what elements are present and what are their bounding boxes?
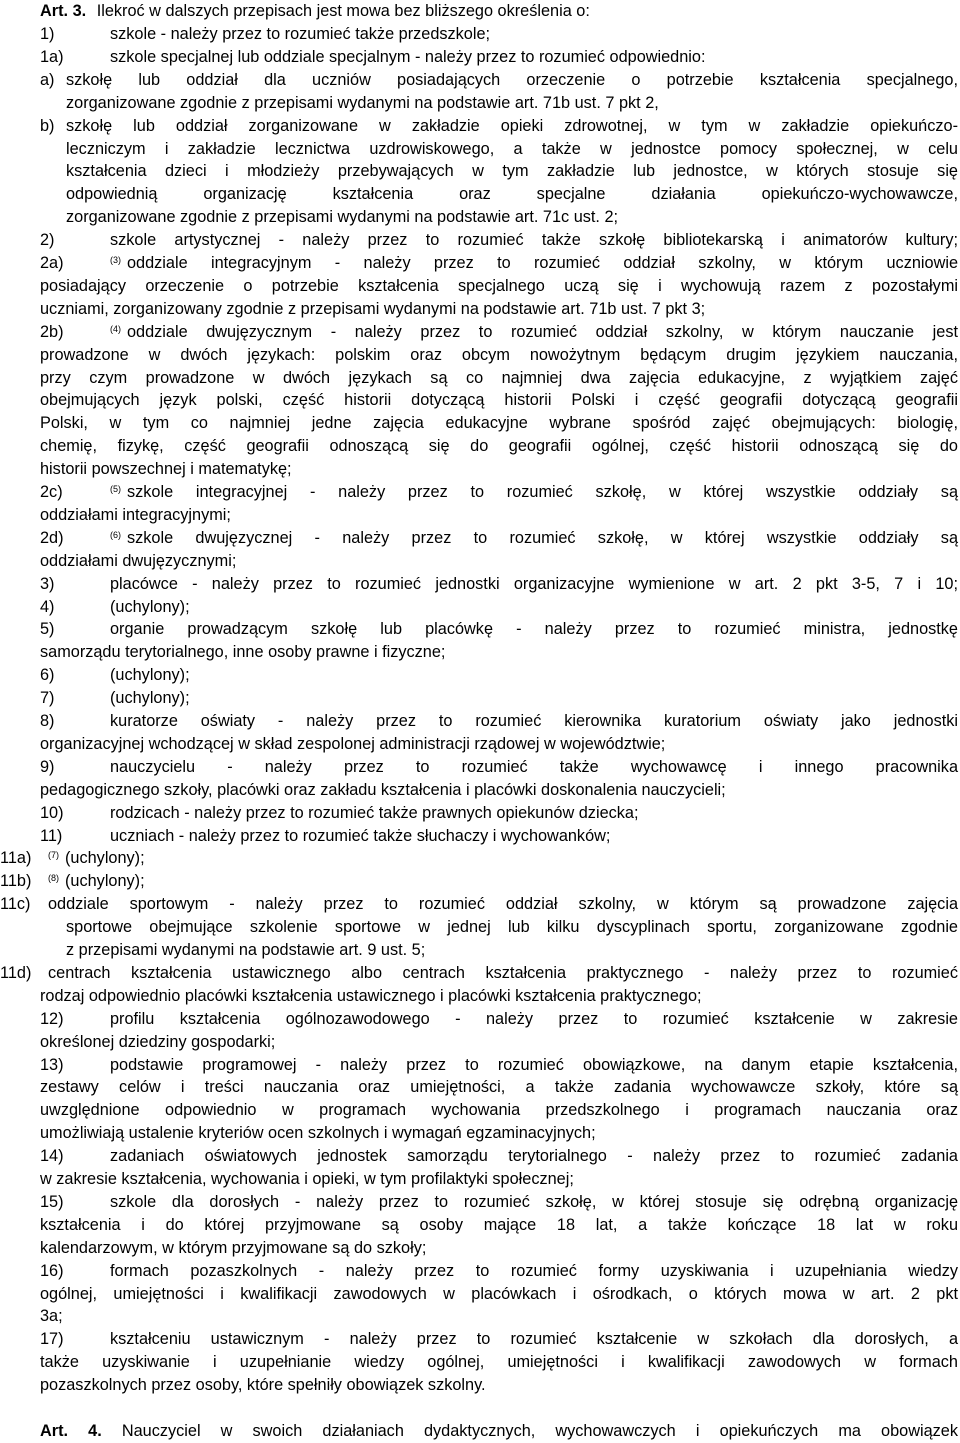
item-a-line xyxy=(66,92,659,115)
item-2b-line xyxy=(40,367,958,390)
footnote-ref: (6) xyxy=(110,529,121,540)
item-15-line xyxy=(40,1214,958,1237)
item-text: rodzaj odpowiednio placówki kształcenia ustawicznego i placówki kształcenia praktycznego; xyxy=(40,986,702,1005)
item-text: (uchylony); xyxy=(110,689,190,708)
item-text: oddziałami integracyjnymi; xyxy=(40,505,231,524)
item-text: kalendarzowym, w którym przyjmowane są do szkoły; xyxy=(40,1238,427,1257)
item-text: prowadzone w dwóch językach: polskim oraz obcym nowożytnym będącym drugim językiem nauczania, xyxy=(40,345,958,364)
item-2b-line xyxy=(40,458,292,481)
item-text: kształcenia dzieci i młodzieży przebywających w tym zakładzie lub jednostce, w których stosuje się xyxy=(66,162,958,181)
item-text: oddziale sportowym - należy przez to rozumieć oddział szkolny, w którym są prowadzone zajęcia xyxy=(48,895,958,914)
item-4-line xyxy=(110,596,190,619)
item-14-line xyxy=(110,1145,958,1168)
item-8-line xyxy=(110,710,958,733)
item-text: Polski, w tym co najmniej jedne zajęcia edukacyjne wybrane spośród zajęć obejmujących: biologię, xyxy=(40,414,958,433)
item-11c-line xyxy=(66,916,958,939)
item-13-line xyxy=(40,1076,958,1099)
item-8-label: 8) xyxy=(40,712,55,730)
item-text: (uchylony); xyxy=(110,597,190,616)
item-b-line xyxy=(66,115,958,138)
item-text: placówce - należy przez to rozumieć jednostki organizacyjne wymienione w art. 2 pkt 3-5, 7 i 10; xyxy=(110,574,958,593)
item-2d-line xyxy=(40,550,236,573)
item-text: zorganizowane zgodnie z przepisami wydanymi na podstawie art. 71b ust. 7 pkt 2, xyxy=(66,93,659,112)
item-text: 3a; xyxy=(40,1307,63,1326)
item-1-label: 1) xyxy=(40,25,55,43)
item-16-label: 16) xyxy=(40,1261,64,1280)
item-text: (uchylony); xyxy=(110,666,190,685)
item-text: uczniach - należy przez to rozumieć także słuchaczy i wychowanków; xyxy=(110,826,611,845)
item-text: oddziałami dwujęzycznymi; xyxy=(40,551,237,570)
item-9-label: 9) xyxy=(40,757,55,776)
item-2-line xyxy=(110,229,958,252)
item-7-label: 7) xyxy=(40,689,55,708)
item-11b-line xyxy=(48,870,145,893)
footnote-ref: (4) xyxy=(110,323,121,334)
item-2a-line xyxy=(40,275,958,298)
item-2b-line xyxy=(40,435,958,458)
item-b-label: b) xyxy=(40,116,55,135)
item-7-line xyxy=(110,687,190,710)
art3-intro: Ilekroć w dalszych przepisach jest mowa bez bliższego określenia o: xyxy=(96,2,590,20)
item-2b-line xyxy=(110,321,958,344)
item-1-line xyxy=(110,23,490,46)
item-11a-line xyxy=(48,847,145,870)
item-text: szkołę lub oddział zorganizowane w zakładzie opieki zdrowotnej, w tym w zakładzie opiekuńczo- xyxy=(66,116,958,135)
item-2c-line xyxy=(40,504,231,527)
item-13-line xyxy=(110,1054,958,1077)
item-12-line xyxy=(40,1031,275,1054)
item-text: szkołę lub oddział dla uczniów posiadających orzeczenie o potrzebie kształcenia specjalnego, xyxy=(66,70,958,89)
item-11d-label: 11d) xyxy=(0,963,32,982)
item-10-label: 10) xyxy=(40,803,64,822)
item-b-line xyxy=(66,183,958,206)
item-text: z przepisami wydanymi na podstawie art. 9 ust. 5; xyxy=(66,941,426,959)
item-11c-label: 11c) xyxy=(0,895,31,914)
item-11d-line xyxy=(40,985,702,1008)
item-11c-line xyxy=(48,893,958,916)
item-3-line xyxy=(110,573,958,596)
item-text: uwzględnione odpowiednio w programach wychowania przedszkolnego i programach nauczania oraz xyxy=(40,1101,958,1120)
art4-text: Nauczyciel w swoich działaniach dydaktycznych, wychowawczych i opiekuńczych ma obowiązek xyxy=(121,1422,958,1440)
item-2b-line xyxy=(40,344,958,367)
item-text: uczniami, zorganizowany zgodnie z przepisami wydanymi na podstawie art. 71b ust. 7 pkt 3; xyxy=(40,299,706,318)
item-2a-label: 2a) xyxy=(40,254,64,272)
item-8-line xyxy=(40,733,665,756)
item-text: także uzyskiwanie i uzupełnianie wiedzy ogólnej, umiejętności i kwalifikacji zawodowych w formach xyxy=(40,1353,958,1372)
item-11a-label: 11a) xyxy=(0,849,32,868)
item-text: szkole dwujęzycznej - należy przez to rozumieć szkołę, w której wszystkie oddziały są xyxy=(127,528,958,547)
item-11-label: 11) xyxy=(40,826,63,845)
item-text: umożliwiają ustalenie kryteriów ocen szkolnych i wymagań egzaminacyjnych; xyxy=(40,1124,596,1143)
item-17-label: 17) xyxy=(40,1330,64,1349)
item-text: posiadający orzeczenie o potrzebie kształcenia specjalnego uczą się i wychowują razem z pozostałymi xyxy=(40,276,958,295)
art3-label: Art. 3. xyxy=(40,2,87,20)
footnote-ref: (5) xyxy=(110,484,121,494)
item-12-line xyxy=(110,1008,958,1031)
item-2d-line xyxy=(110,527,958,550)
item-text: ogólnej, umiejętności i kwalifikacji zawodowych w placówkach i ośrodkach, o których mowa w art. 2 pkt xyxy=(40,1284,958,1303)
item-text: odpowiednią organizację kształcenia oraz specjalne działania opiekuńczo-wychowawcze, xyxy=(66,185,958,204)
item-text: kształcenia i do której przyjmowane są osoby mające 18 lat, a także kończące 18 lat w roku xyxy=(40,1215,958,1234)
item-9-line xyxy=(40,779,726,802)
item-11-line xyxy=(110,825,610,848)
item-2c-line xyxy=(110,481,958,504)
item-text: obejmujących język polski, część historii dotyczącą historii Polski i część geografii dotyczącą geografii xyxy=(40,391,958,410)
item-b-line xyxy=(66,160,958,183)
item-a-line xyxy=(66,69,958,92)
item-text: kuratorze oświaty - należy przez to rozumieć kierownika kuratorium oświaty jako jednostki xyxy=(110,712,958,730)
item-text: nauczycielu - należy przez to rozumieć także wychowawcę i innego pracownika xyxy=(110,757,958,776)
footnote-ref: (8) xyxy=(48,873,59,884)
item-15-line xyxy=(40,1237,426,1260)
item-5-label: 5) xyxy=(40,620,55,639)
art4-label: Art. 4. xyxy=(40,1422,102,1440)
footnote-ref: (7) xyxy=(48,850,59,861)
item-text: centrach kształcenia ustawicznego albo centrach kształcenia praktycznego - należy przez to rozumieć xyxy=(48,963,958,982)
item-text: oddziale integracyjnym - należy przez to rozumieć oddział szkolny, w którym uczniowie xyxy=(127,254,958,272)
item-a-label: a) xyxy=(40,70,55,89)
item-text: profilu kształcenia ogólnozawodowego - należy przez to rozumieć kształcenie w zakresie xyxy=(110,1009,958,1028)
item-9-line xyxy=(110,756,958,779)
item-11d-line xyxy=(48,962,958,985)
item-6-line xyxy=(110,664,190,687)
item-13-line xyxy=(40,1122,596,1145)
item-text: (uchylony); xyxy=(65,872,145,891)
item-2d-label: 2d) xyxy=(40,528,64,547)
item-11c-line xyxy=(66,939,425,962)
item-b-line xyxy=(66,206,618,229)
item-text: formach pozaszkolnych - należy przez to rozumieć formy uzyskiwania i uzupełniania wiedzy xyxy=(110,1261,958,1280)
item-text: w zakresie kształcenia, wychowania i opieki, w tym profilaktyki społecznej; xyxy=(40,1170,574,1188)
item-1a-line xyxy=(110,46,705,69)
item-text: szkole dla dorosłych - należy przez to rozumieć szkołę, w której stosuje się odrębną organizację xyxy=(110,1192,958,1211)
item-text: podstawie programowej - należy przez to rozumieć obowiązkowe, na danym etapie kształcenia, xyxy=(110,1055,958,1074)
item-text: szkole integracyjnej - należy przez to rozumieć szkołę, w której wszystkie oddziały są xyxy=(127,483,958,501)
item-6-label: 6) xyxy=(40,666,55,685)
item-5-line xyxy=(40,641,445,664)
item-13-line xyxy=(40,1099,958,1122)
item-text: szkole specjalnej lub oddziale specjalnym - należy przez to rozumieć odpowiednio: xyxy=(110,47,706,66)
item-2b-line xyxy=(40,389,958,412)
item-2a-line xyxy=(110,252,958,275)
item-14-line xyxy=(40,1168,574,1191)
item-text: sportowe obejmujące szkolenie sportowe w jednej lub kilku dyscyplinach sportu, zorganizowane zgodnie xyxy=(66,918,958,937)
item-b-line xyxy=(66,138,958,161)
item-text: rodzicach - należy przez to rozumieć także prawnych opiekunów dziecka; xyxy=(110,803,639,822)
art4-line xyxy=(40,1420,958,1443)
item-text: oddziale dwujęzycznym - należy przez to rozumieć oddział szkolny, w którym nauczanie jest xyxy=(127,322,958,341)
item-text: chemię, fizykę, część geografii odnoszącą się do geografii ogólnej, część historii odnoszącą się do xyxy=(40,437,958,456)
item-text: organie prowadzącym szkołę lub placówkę - należy przez to rozumieć ministra, jednostkę xyxy=(110,620,958,639)
item-text: (uchylony); xyxy=(65,849,145,868)
item-text: historii powszechnej i matematykę; xyxy=(40,460,292,479)
item-text: pedagogicznego szkoły, placówki oraz zakładu kształcenia i placówki doskonalenia nauczycieli; xyxy=(40,780,726,799)
item-text: pozaszkolnych przez osoby, które spełniły obowiązek szkolny. xyxy=(40,1376,486,1395)
item-text: przy czym prowadzone w dwóch językach są co najmniej dwa zajęcia edukacyjne, z wyjątkiem zajęć xyxy=(40,368,958,387)
item-2c-label: 2c) xyxy=(40,483,63,501)
item-15-line xyxy=(110,1191,958,1214)
item-13-label: 13) xyxy=(40,1055,64,1074)
item-11b-label: 11b) xyxy=(0,872,32,891)
item-text: szkole - należy przez to rozumieć także przedszkole; xyxy=(110,25,491,43)
item-text: samorządu terytorialnego, inne osoby prawne i fizyczne; xyxy=(40,643,446,662)
item-16-line xyxy=(40,1283,958,1306)
item-17-line xyxy=(110,1328,958,1351)
item-text: szkole artystycznej - należy przez to rozumieć także szkołę bibliotekarską i animatorów kultury; xyxy=(110,231,958,250)
item-2-label: 2) xyxy=(40,231,55,250)
item-text: zorganizowane zgodnie z przepisami wydanymi na podstawie art. 71c ust. 2; xyxy=(66,208,619,227)
item-text: zestawy celów i treści nauczania oraz umiejętności, a także zadania wychowawcze szkoły, które są xyxy=(40,1078,958,1097)
item-10-line xyxy=(110,802,638,825)
item-text: organizacyjnej wchodzącej w skład zespolonej administracji rządowej w województwie; xyxy=(40,734,666,753)
item-14-label: 14) xyxy=(40,1147,64,1166)
art3-heading xyxy=(40,0,590,23)
item-1a-label: 1a) xyxy=(40,47,64,66)
item-text: kształceniu ustawicznym - należy przez to rozumieć kształcenie w szkołach dla dorosłych, a xyxy=(110,1330,958,1349)
item-5-line xyxy=(110,618,958,641)
item-12-label: 12) xyxy=(40,1009,64,1028)
item-3-label: 3) xyxy=(40,574,55,593)
item-17-line xyxy=(40,1374,486,1397)
item-text: leczniczym i zakładzie lecznictwa uzdrowiskowego, a także w jednostce pomocy społecznej, w celu xyxy=(66,139,958,158)
item-15-label: 15) xyxy=(40,1192,64,1211)
item-2a-line xyxy=(40,298,705,321)
item-4-label: 4) xyxy=(40,597,55,616)
item-text: zadaniach oświatowych jednostek samorządu terytorialnego - należy przez to rozumieć zadania xyxy=(110,1147,958,1166)
item-16-line xyxy=(110,1260,958,1283)
item-2b-line xyxy=(40,412,958,435)
item-text: określonej dziedziny gospodarki; xyxy=(40,1032,276,1051)
footnote-ref: (3) xyxy=(110,255,121,265)
item-2b-label: 2b) xyxy=(40,322,64,341)
item-17-line xyxy=(40,1351,958,1374)
item-16-line xyxy=(40,1305,63,1328)
